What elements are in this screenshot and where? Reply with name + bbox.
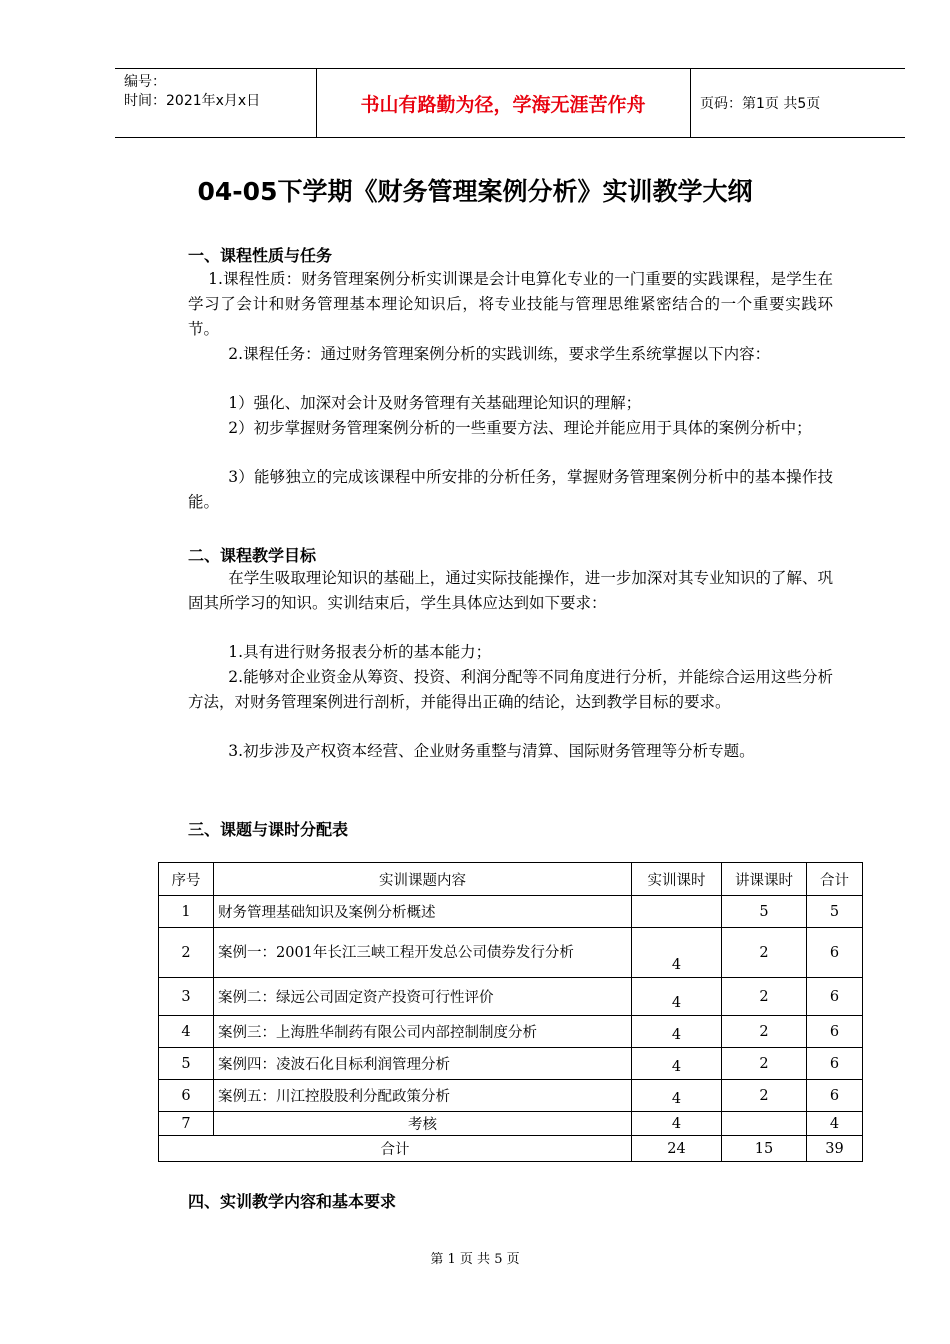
lecture-hours-cell: 2 [722, 1048, 807, 1080]
table-row [159, 1080, 863, 1112]
row-number-cell: 3 [159, 978, 214, 1016]
lecture-hours-sum: 15 [722, 1136, 807, 1162]
topic-cell: 案例二：绿远公司固定资产投资可行性评价 [214, 978, 632, 1016]
practice-hours-sum: 24 [632, 1136, 722, 1162]
header-divider [690, 69, 691, 137]
lecture-hours-cell: 2 [722, 1080, 807, 1112]
total-hours-cell: 6 [807, 1080, 863, 1112]
topic-cell: 案例三：上海胜华制药有限公司内部控制制度分析 [214, 1016, 632, 1048]
column-header: 合计 [807, 863, 863, 896]
header-meta [124, 73, 260, 111]
practice-hours-cell: 4 [632, 1048, 722, 1080]
table-row [159, 978, 863, 1016]
lecture-hours-cell: 5 [722, 896, 807, 928]
paragraph: 2.课程任务：通过财务管理案例分析的实践训练，要求学生系统掌握以下内容： [228, 345, 771, 363]
section-heading-nature: 一、课程性质与任务 [188, 246, 333, 265]
row-number-cell: 5 [159, 1048, 214, 1080]
total-hours-cell: 4 [807, 1112, 863, 1136]
header-motto: 书山有路勤为径，学海无涯苦作舟 [360, 93, 646, 116]
paragraph: 3）能够独立的完成该课程中所安排的分析任务，掌握财务管理案例分析中的基本操作技能。 [188, 468, 833, 511]
paragraph: 3.初步涉及产权资本经营、企业财务重整与清算、国际财务管理等分析专题。 [228, 742, 755, 760]
table-row [159, 896, 863, 928]
practice-hours-cell: 4 [632, 928, 722, 978]
row-number-cell: 1 [159, 896, 214, 928]
lecture-hours-cell [722, 1112, 807, 1136]
document-number-label: 编号： [124, 74, 166, 90]
table-header-row [159, 863, 863, 896]
table-row [159, 1112, 863, 1136]
column-header: 实训课时 [632, 863, 722, 896]
section-heading-schedule: 三、课题与课时分配表 [188, 820, 349, 839]
paragraph: 2）初步掌握财务管理案例分析的一些重要方法、理论并能应用于具体的案例分析中； [228, 419, 812, 437]
column-header: 实训课题内容 [214, 863, 632, 896]
practice-hours-cell: 4 [632, 1112, 722, 1136]
lecture-hours-cell: 2 [722, 978, 807, 1016]
paragraph: 2.能够对企业资金从筹资、投资、利润分配等不同角度进行分析，并能综合运用这些分析方法，对财务管理案例进行剖析，并能得出正确的结论，达到教学目标的要求。 [188, 668, 833, 711]
topic-cell: 案例一：2001年长江三峡工程开发总公司债券发行分析 [214, 928, 632, 978]
total-hours-cell: 6 [807, 1016, 863, 1048]
lecture-hours-cell: 2 [722, 928, 807, 978]
topic-cell: 考核 [214, 1112, 632, 1136]
table-row [159, 1016, 863, 1048]
page-footer: 第 1 页 共 5 页 [430, 1252, 520, 1267]
document-title: 04-05下学期《财务管理案例分析》实训教学大纲 [197, 177, 753, 206]
row-number-cell: 2 [159, 928, 214, 978]
section-heading-content: 四、实训教学内容和基本要求 [188, 1192, 397, 1211]
table-row [159, 928, 863, 978]
section-heading-objectives: 二、课程教学目标 [188, 546, 317, 565]
topic-cell: 财务管理基础知识及案例分析概述 [214, 896, 632, 928]
sum-label-cell: 合计 [159, 1136, 632, 1162]
table-sum-row [159, 1136, 863, 1162]
paragraph: 1.课程性质：财务管理案例分析实训课是会计电算化专业的一门重要的实践课程，是学生在学习了会计和财务管理基本理论知识后，将专业技能与管理思维紧密结合的一个重要实践环节。 [188, 270, 833, 338]
practice-hours-cell: 4 [632, 978, 722, 1016]
header-page-info: 页码：第1页 共5页 [700, 96, 821, 112]
paragraph: 1.具有进行财务报表分析的基本能力； [228, 643, 492, 661]
total-hours-cell: 6 [807, 978, 863, 1016]
row-number-cell: 6 [159, 1080, 214, 1112]
page-header [115, 68, 905, 138]
column-header: 讲课课时 [722, 863, 807, 896]
topic-cell: 案例五：川江控股股利分配政策分析 [214, 1080, 632, 1112]
schedule-table [158, 862, 863, 1162]
total-hours-sum: 39 [807, 1136, 863, 1162]
practice-hours-cell: 4 [632, 1016, 722, 1048]
table-row [159, 1048, 863, 1080]
practice-hours-cell: 4 [632, 1080, 722, 1112]
practice-hours-cell [632, 896, 722, 928]
topic-cell: 案例四：凌波石化目标利润管理分析 [214, 1048, 632, 1080]
total-hours-cell: 5 [807, 896, 863, 928]
document-time-label: 时间：2021年x月x日 [124, 93, 261, 109]
total-hours-cell: 6 [807, 1048, 863, 1080]
lecture-hours-cell: 2 [722, 1016, 807, 1048]
column-header: 序号 [159, 863, 214, 896]
row-number-cell: 4 [159, 1016, 214, 1048]
paragraph: 在学生吸取理论知识的基础上，通过实际技能操作，进一步加深对其专业知识的了解、巩固其所学习的知识。实训结束后，学生具体应达到如下要求： [188, 569, 833, 612]
paragraph: 1）强化、加深对会计及财务管理有关基础理论知识的理解； [228, 394, 642, 412]
row-number-cell: 7 [159, 1112, 214, 1136]
total-hours-cell: 6 [807, 928, 863, 978]
